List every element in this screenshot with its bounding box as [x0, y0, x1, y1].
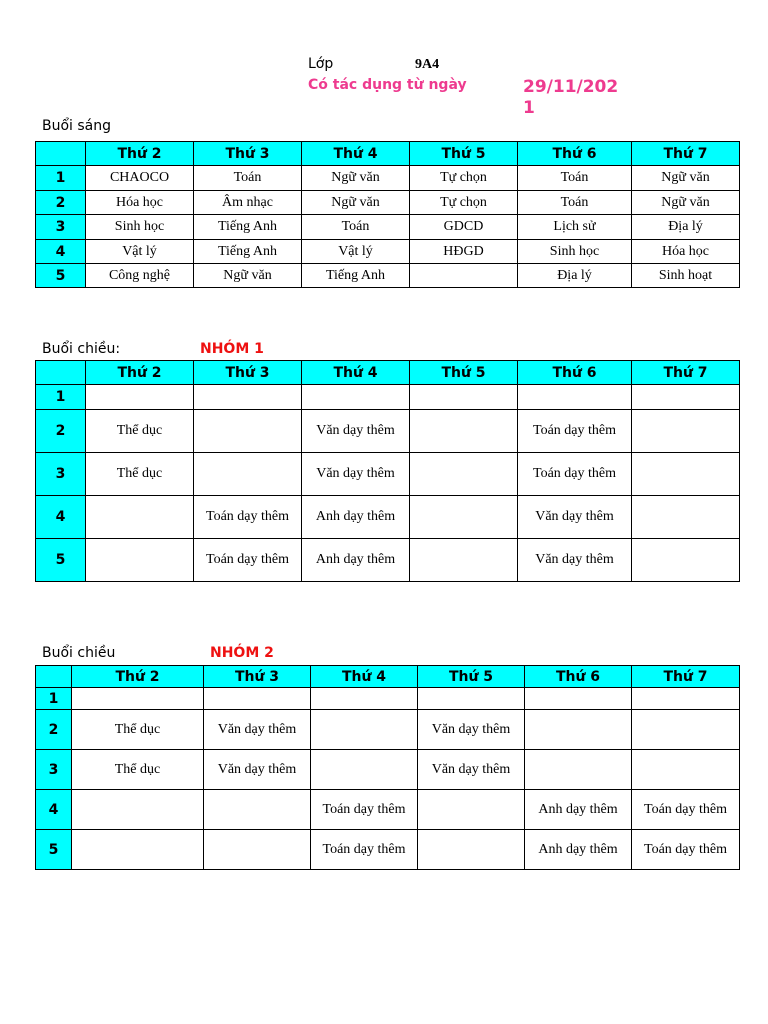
class-value: 9A4	[415, 57, 440, 72]
subject-cell	[86, 385, 194, 410]
corner-cell	[36, 142, 86, 166]
subject-cell	[311, 750, 418, 790]
subject-cell	[311, 688, 418, 710]
subject-cell: Địa lý	[518, 264, 632, 288]
subject-cell: Toán dạy thêm	[311, 790, 418, 830]
subject-cell	[72, 688, 204, 710]
period-number: 1	[36, 166, 86, 191]
period-row	[36, 385, 740, 410]
subject-cell: Toán dạy thêm	[311, 830, 418, 870]
subject-cell: Thể dục	[72, 710, 204, 750]
afternoon1-schedule-table	[35, 360, 740, 582]
subject-cell	[194, 410, 302, 453]
subject-cell: HĐGD	[410, 240, 518, 264]
subject-cell	[194, 453, 302, 496]
subject-cell: Toán dạy thêm	[518, 453, 632, 496]
subject-cell	[410, 264, 518, 288]
period-row	[36, 688, 740, 710]
subject-cell	[410, 385, 518, 410]
subject-cell	[410, 539, 518, 582]
subject-cell	[194, 385, 302, 410]
subject-cell	[525, 710, 632, 750]
subject-cell: Văn dạy thêm	[518, 496, 632, 539]
subject-cell: Tiếng Anh	[194, 215, 302, 240]
subject-cell	[410, 496, 518, 539]
afternoon2-group: NHÓM 2	[210, 645, 274, 661]
day-header: Thứ 4	[302, 361, 410, 385]
day-header: Thứ 3	[194, 361, 302, 385]
subject-cell: Tự chọn	[410, 191, 518, 215]
period-row	[36, 830, 740, 870]
subject-cell: Toán dạy thêm	[194, 496, 302, 539]
subject-cell: Ngữ văn	[302, 191, 410, 215]
subject-cell	[632, 410, 740, 453]
period-number: 2	[36, 710, 72, 750]
afternoon2-title: Buổi chiều	[42, 645, 116, 661]
period-number: 1	[36, 385, 86, 410]
subject-cell: Văn dạy thêm	[204, 750, 311, 790]
day-header: Thứ 4	[302, 142, 410, 166]
day-header: Thứ 6	[525, 666, 632, 688]
day-header: Thứ 2	[86, 361, 194, 385]
period-number: 4	[36, 496, 86, 539]
subject-cell: Toán dạy thêm	[632, 790, 740, 830]
day-header: Thứ 3	[194, 142, 302, 166]
subject-cell	[525, 750, 632, 790]
subject-cell	[632, 496, 740, 539]
day-header: Thứ 7	[632, 142, 740, 166]
day-header: Thứ 4	[311, 666, 418, 688]
period-number: 5	[36, 264, 86, 288]
subject-cell: Ngữ văn	[632, 191, 740, 215]
afternoon1-title: Buổi chiều:	[42, 341, 121, 357]
subject-cell	[418, 790, 525, 830]
subject-cell: Thể dục	[86, 453, 194, 496]
subject-cell: CHAOCO	[86, 166, 194, 191]
subject-cell	[204, 688, 311, 710]
subject-cell: Toán	[518, 166, 632, 191]
subject-cell: GDCD	[410, 215, 518, 240]
period-number: 3	[36, 215, 86, 240]
subject-cell: Văn dạy thêm	[302, 453, 410, 496]
subject-cell	[632, 539, 740, 582]
period-row	[36, 790, 740, 830]
subject-cell: Toán	[518, 191, 632, 215]
period-number: 4	[36, 240, 86, 264]
day-header: Thứ 2	[86, 142, 194, 166]
period-row	[36, 215, 740, 240]
subject-cell	[72, 790, 204, 830]
subject-cell: Tiếng Anh	[302, 264, 410, 288]
period-row	[36, 240, 740, 264]
day-header: Thứ 6	[518, 361, 632, 385]
period-row	[36, 191, 740, 215]
subject-cell: Văn dạy thêm	[418, 710, 525, 750]
subject-cell	[525, 688, 632, 710]
subject-cell: Văn dạy thêm	[204, 710, 311, 750]
subject-cell	[204, 790, 311, 830]
subject-cell: Tự chọn	[410, 166, 518, 191]
day-header: Thứ 7	[632, 361, 740, 385]
subject-cell: Toán dạy thêm	[194, 539, 302, 582]
period-row	[36, 166, 740, 191]
subject-cell	[632, 688, 740, 710]
period-row	[36, 539, 740, 582]
afternoon1-group: NHÓM 1	[200, 341, 264, 357]
subject-cell: Tiếng Anh	[194, 240, 302, 264]
subject-cell: Hóa học	[632, 240, 740, 264]
effective-date-label: Có tác dụng từ ngày	[308, 77, 467, 93]
morning-title: Buổi sáng	[42, 118, 112, 134]
header-row	[36, 666, 740, 688]
subject-cell	[632, 750, 740, 790]
subject-cell	[72, 830, 204, 870]
subject-cell: Anh dạy thêm	[302, 496, 410, 539]
class-label: Lớp	[308, 56, 334, 72]
corner-cell	[36, 666, 72, 688]
effective-date-line2: 1	[523, 98, 535, 118]
subject-cell: Ngữ văn	[632, 166, 740, 191]
period-number: 1	[36, 688, 72, 710]
subject-cell: Toán	[194, 166, 302, 191]
subject-cell: Toán dạy thêm	[518, 410, 632, 453]
period-row	[36, 453, 740, 496]
subject-cell	[410, 410, 518, 453]
day-header: Thứ 5	[410, 142, 518, 166]
subject-cell	[632, 710, 740, 750]
period-row	[36, 496, 740, 539]
subject-cell: Vật lý	[86, 240, 194, 264]
subject-cell: Toán dạy thêm	[632, 830, 740, 870]
header-row	[36, 361, 740, 385]
subject-cell: Địa lý	[632, 215, 740, 240]
day-header: Thứ 5	[410, 361, 518, 385]
subject-cell: Âm nhạc	[194, 191, 302, 215]
subject-cell	[311, 710, 418, 750]
subject-cell	[518, 385, 632, 410]
day-header: Thứ 2	[72, 666, 204, 688]
subject-cell	[204, 830, 311, 870]
subject-cell: Hóa học	[86, 191, 194, 215]
subject-cell: Anh dạy thêm	[525, 790, 632, 830]
header-row	[36, 142, 740, 166]
subject-cell	[632, 385, 740, 410]
period-number: 2	[36, 191, 86, 215]
period-number: 5	[36, 539, 86, 582]
subject-cell: Sinh học	[86, 215, 194, 240]
subject-cell: Anh dạy thêm	[525, 830, 632, 870]
afternoon2-schedule-table	[35, 665, 740, 870]
subject-cell: Thể dục	[86, 410, 194, 453]
subject-cell: Lịch sử	[518, 215, 632, 240]
period-number: 2	[36, 410, 86, 453]
subject-cell: Vật lý	[302, 240, 410, 264]
morning-schedule-table	[35, 141, 740, 288]
period-number: 5	[36, 830, 72, 870]
subject-cell	[302, 385, 410, 410]
day-header: Thứ 5	[418, 666, 525, 688]
corner-cell	[36, 361, 86, 385]
subject-cell	[86, 539, 194, 582]
period-row	[36, 264, 740, 288]
subject-cell: Anh dạy thêm	[302, 539, 410, 582]
period-number: 3	[36, 750, 72, 790]
effective-date-line1: 29/11/202	[523, 77, 619, 97]
subject-cell: Sinh hoạt	[632, 264, 740, 288]
subject-cell: Công nghệ	[86, 264, 194, 288]
day-header: Thứ 7	[632, 666, 740, 688]
period-row	[36, 710, 740, 750]
subject-cell: Ngữ văn	[302, 166, 410, 191]
subject-cell: Ngữ văn	[194, 264, 302, 288]
subject-cell: Sinh học	[518, 240, 632, 264]
subject-cell: Toán	[302, 215, 410, 240]
subject-cell	[632, 453, 740, 496]
period-row	[36, 750, 740, 790]
subject-cell: Văn dạy thêm	[418, 750, 525, 790]
day-header: Thứ 3	[204, 666, 311, 688]
subject-cell	[418, 688, 525, 710]
period-row	[36, 410, 740, 453]
subject-cell	[86, 496, 194, 539]
period-number: 4	[36, 790, 72, 830]
day-header: Thứ 6	[518, 142, 632, 166]
subject-cell	[410, 453, 518, 496]
period-number: 3	[36, 453, 86, 496]
subject-cell: Thể dục	[72, 750, 204, 790]
subject-cell	[418, 830, 525, 870]
subject-cell: Văn dạy thêm	[302, 410, 410, 453]
subject-cell: Văn dạy thêm	[518, 539, 632, 582]
